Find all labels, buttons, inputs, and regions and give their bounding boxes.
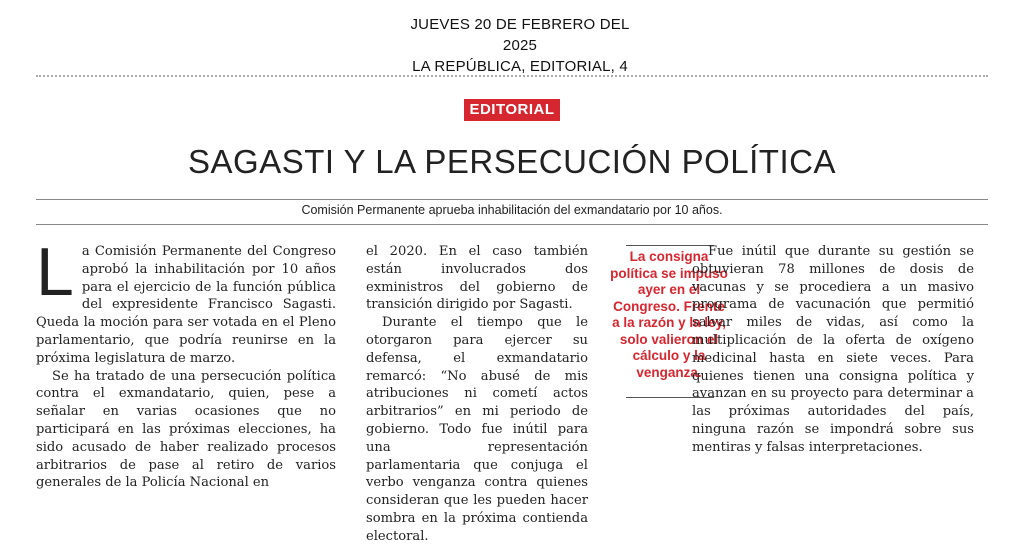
paragraph: a Comisión Permanente del Congreso aprobó la inhabilitación por 10 años para el ejercicio de la función pública del expresidente Francisco Sagasti. Queda la moción para ser votada en el Pleno parlamentario, que podría reunirse en la próxima legislatura de marzo. (36, 244, 336, 366)
pull-quote: La consigna política se impuso ayer en el Congreso. Frente a la razón y la ley, solo valieron el cálculo y la venganza. (610, 249, 728, 380)
headline: SAGASTI Y LA PERSECUCIÓN POLÍTICA (188, 143, 836, 180)
date-line: JUEVES 20 DE FEBRERO DEL 2025 (410, 16, 630, 54)
article-column-1 (36, 234, 336, 492)
paragraph: Fue inútil que durante su gestión se obtuvieran 78 millones de dosis de vacunas y se procediera a un masivo programa de vacunación que permitió salvar miles de vidas, así como la multiplicación de la oferta de oxígeno medicinal hasta en siete veces. Para quienes tienen una consigna política y avanzan en su proyecto para determinar a las próximas autoridades del país, ninguna razón se impondrá sobre sus mentiras y falsas interpretaciones. (692, 244, 974, 455)
subtitle-top-rule (36, 199, 988, 200)
article-column-3 (692, 243, 974, 457)
source-line: LA REPÚBLICA, EDITORIAL, 4 (412, 58, 628, 75)
publication-header (400, 14, 640, 77)
subtitle-bottom-rule (36, 224, 988, 225)
paragraph: el 2020. En el caso también están involucrados dos exministros del gobierno de transición dirigido por Sagasti. (366, 244, 588, 313)
section-badge: EDITORIAL (464, 99, 560, 121)
paragraph: Se ha tratado de una persecución política contra el exmandatario, quien, pese a señalar en varias ocasiones que no participará en las próximas elecciones, ha sido acusado de haber realizado procesos arbitrarios de pase al retiro de varios generales de la Policía Nacional en (36, 368, 336, 491)
subheadline: Comisión Permanente aprueba inhabilitación del exmandatario por 10 años. (301, 203, 723, 217)
dotted-divider (36, 75, 988, 77)
article-column-2 (366, 243, 588, 546)
paragraph: Durante el tiempo que le otorgaron para ejercer su defensa, el exmandatario remarcó: “No abusé de mis atribuciones ni cometí actos arbitrarios” en mi periodo de gobierno. Todo fue inútil para una representación parlamentaria que conjuga el verbo venganza contra quienes consideran que les pueden hacer sombra en la próxima contienda electoral. (366, 315, 588, 544)
drop-cap: L (36, 234, 74, 310)
